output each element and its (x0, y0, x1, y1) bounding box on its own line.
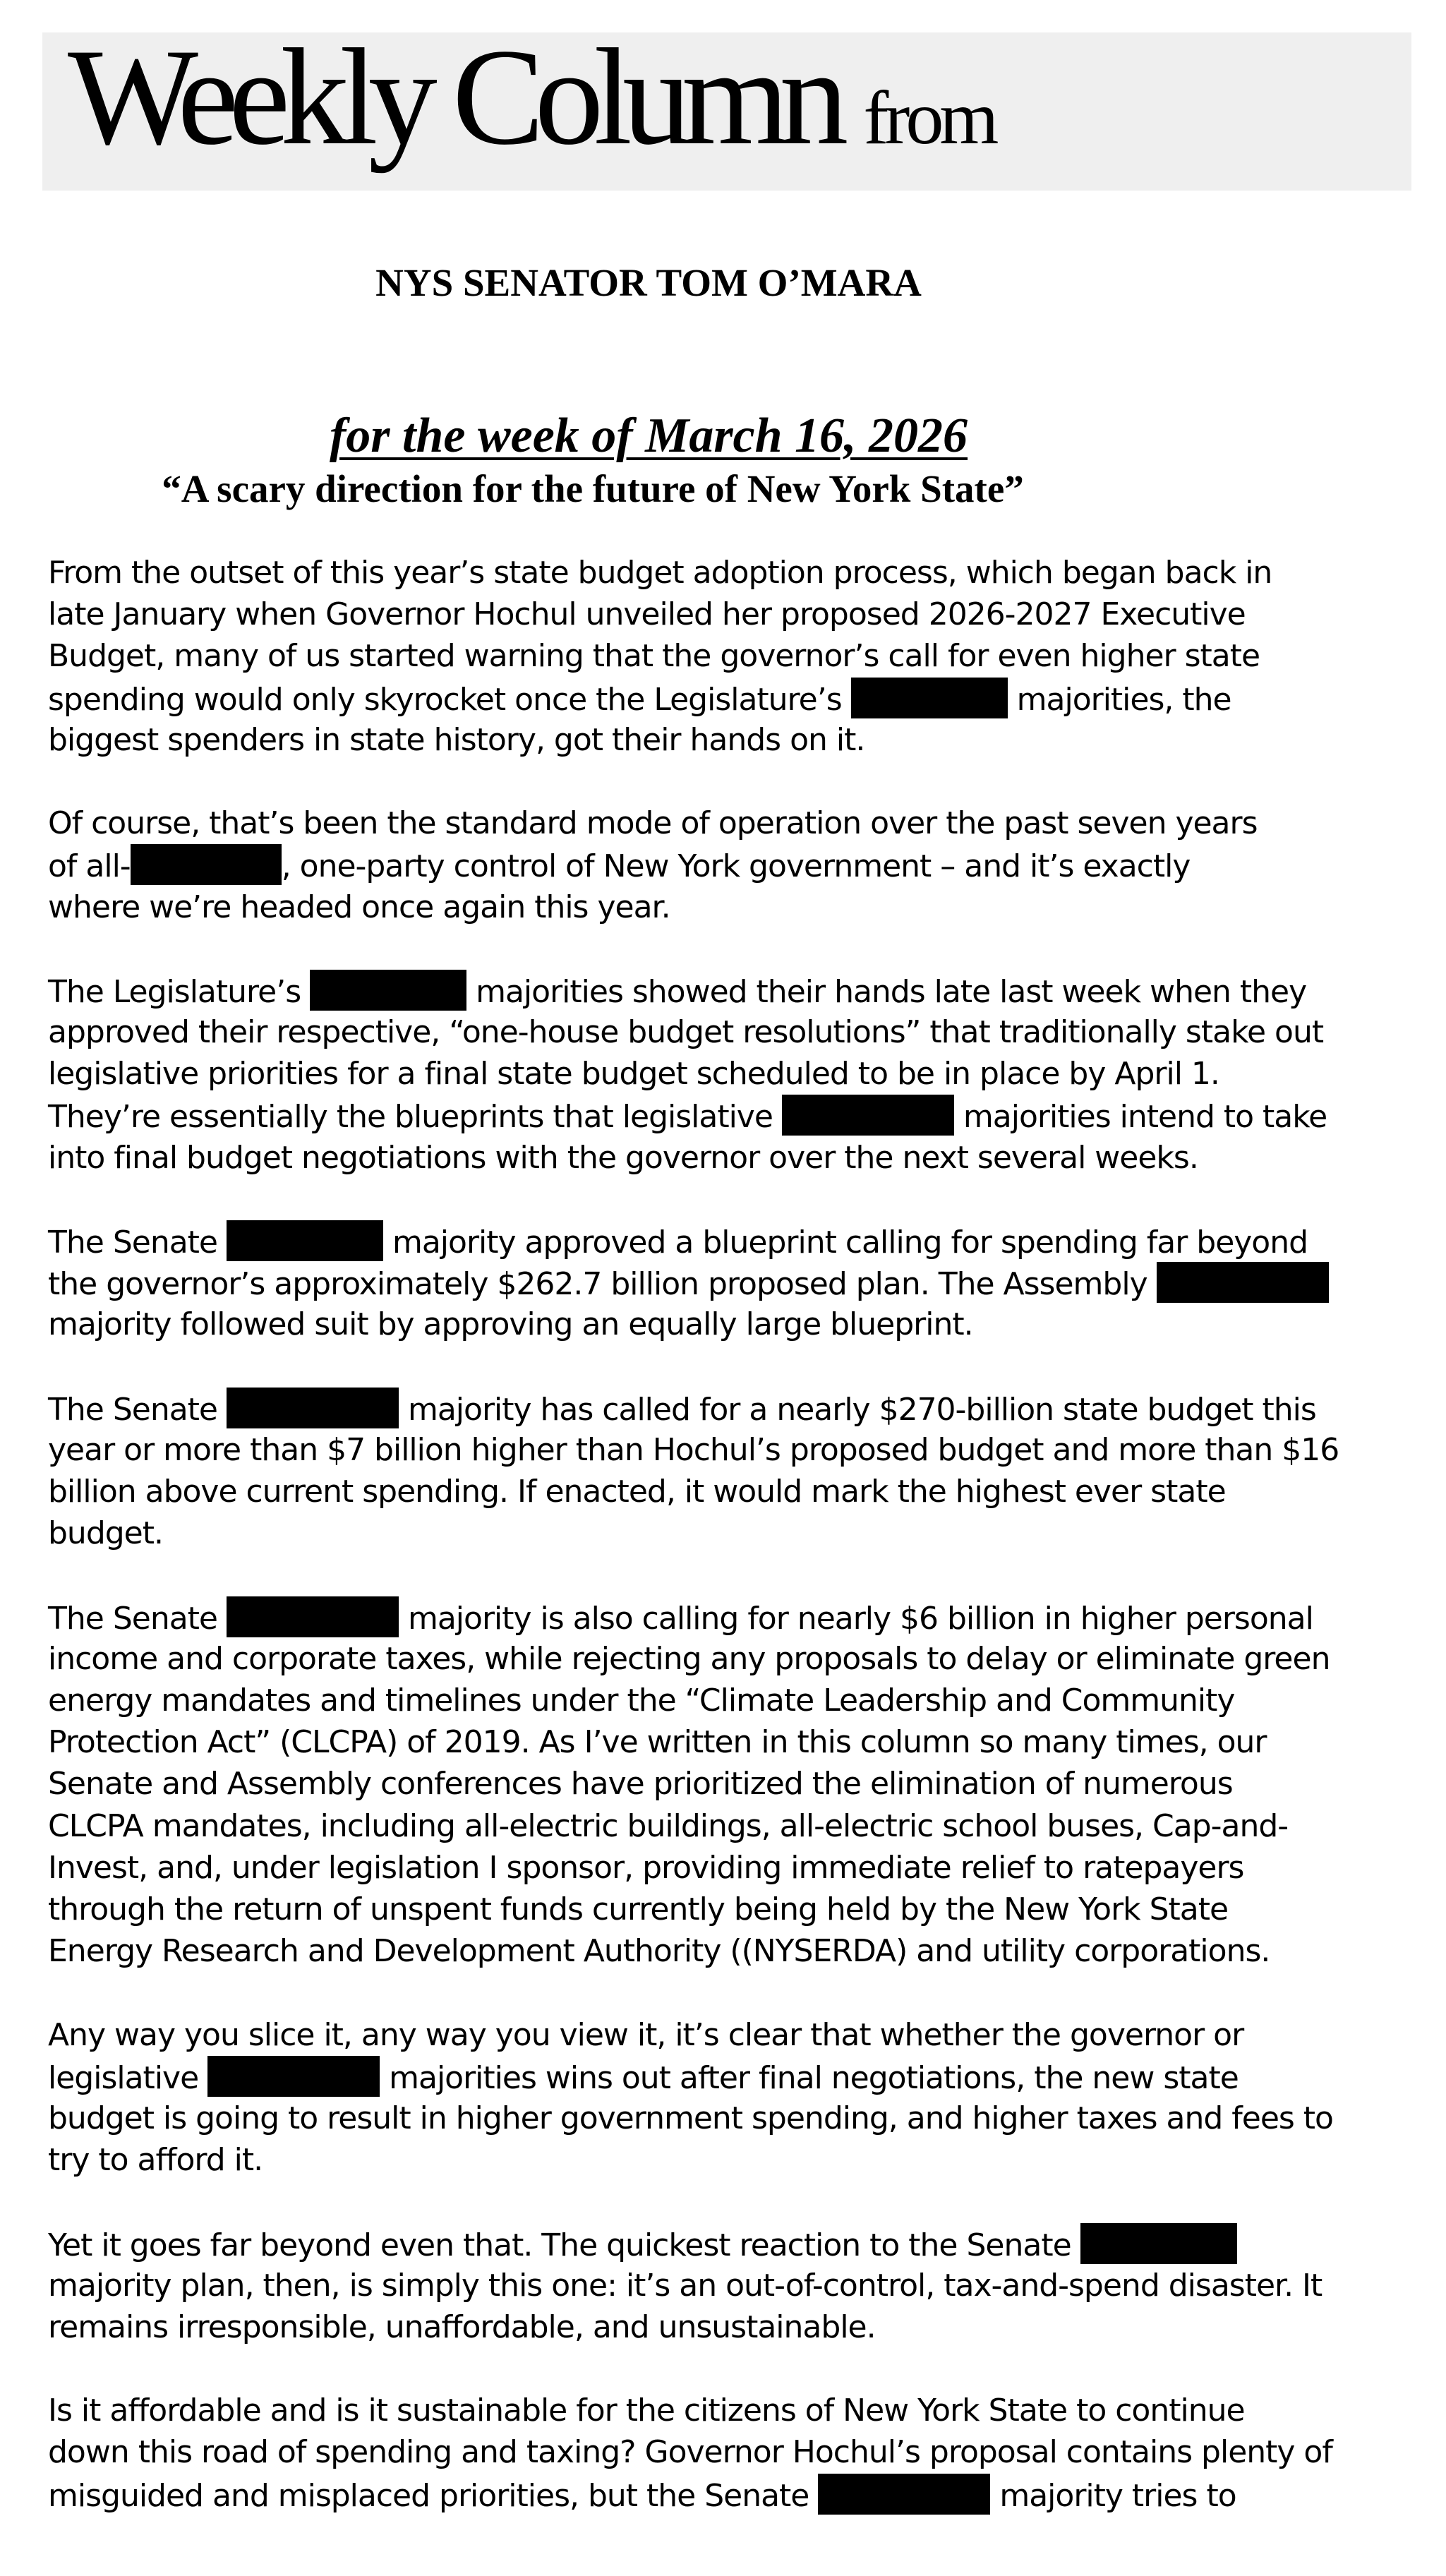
text-line: The Senate majority is also calling for nearly $6 billion in higher personal (48, 1596, 1417, 1638)
paragraph (48, 2390, 1417, 2515)
text-line: Invest, and, under legislation I sponsor, providing immediate relief to ratepayers (48, 1849, 1244, 1886)
paragraph (48, 1220, 1417, 1346)
paragraph (48, 2223, 1417, 2349)
text-line: budget is going to result in higher government spending, and higher taxes and fees to (48, 2100, 1333, 2136)
text-line: They’re essentially the blueprints that legislative majorities intend to take (48, 1095, 1417, 1136)
text-line: Senate and Assembly conferences have prioritized the elimination of numerous (48, 1766, 1233, 1802)
text-line: majority followed suit by approving an equally large blueprint. (48, 1306, 973, 1343)
text-line: Energy Research and Development Authority ((NYSERDA) and utility corporations. (48, 1933, 1270, 1970)
text-line: The Legislature’s majorities showed their hands late last week when they (48, 970, 1417, 1011)
redaction-bar (227, 1388, 399, 1428)
column-body (48, 552, 1417, 2557)
text-line: through the return of unspent funds currently being held by the New York State (48, 1891, 1229, 1927)
text-line: spending would only skyrocket once the Legislature’s majorities, the (48, 678, 1417, 719)
redaction-bar (1080, 2223, 1237, 2264)
text-line: late January when Governor Hochul unveiled her proposed 2026-2027 Executive (48, 596, 1246, 633)
senator-name: NYS SENATOR TOM O’MARA (375, 261, 922, 304)
text-line: income and corporate taxes, while rejecting any proposals to delay or eliminate green (48, 1640, 1330, 1677)
masthead-banner (42, 20, 1411, 191)
text-line: year or more than $7 billion higher than Hochul’s proposed budget and more than $16 (48, 1431, 1339, 1468)
paragraph (48, 1388, 1417, 1555)
text-line: legislative majorities wins out after final negotiations, the new state (48, 2056, 1417, 2097)
text-line: majority plan, then, is simply this one: it’s an out-of-control, tax-and-spend disaster. It (48, 2267, 1323, 2304)
text-line: Of course, that’s been the standard mode of operation over the past seven years (48, 805, 1258, 842)
text-line: From the outset of this year’s state budget adoption process, which began back in (48, 555, 1272, 591)
text-line: Budget, many of us started warning that the governor’s call for even higher state (48, 638, 1260, 675)
text-line: Protection Act” (CLCPA) of 2019. As I’ve written in this column so many times, our (48, 1724, 1267, 1761)
redaction-bar (851, 678, 1008, 718)
redaction-bar (207, 2056, 380, 2097)
text-line: remains irresponsible, unaffordable, and unsustainable. (48, 2309, 876, 2345)
text-line: biggest spenders in state history, got their hands on it. (48, 721, 865, 758)
text-line: The Senate majority approved a blueprint calling for spending far beyond (48, 1220, 1417, 1262)
text-line: of all- , one-party control of New York government – and it’s exactly (48, 844, 1417, 886)
paragraph (48, 802, 1417, 928)
text-line: approved their respective, “one-house budget resolutions” that traditionally stake out (48, 1014, 1324, 1051)
paragraph (48, 1596, 1417, 1973)
redaction-bar (227, 1220, 383, 1261)
column-headline: “A scary direction for the future of New York State” (162, 467, 1024, 510)
paragraph (48, 2014, 1417, 2181)
redaction-bar (227, 1596, 399, 1637)
week-of-date: for the week of March 16, 2026 (329, 409, 968, 463)
text-line: where we’re headed once again this year. (48, 889, 670, 925)
redaction-bar (1157, 1262, 1329, 1303)
text-line: try to afford it. (48, 2142, 263, 2179)
text-line: billion above current spending. If enacted, it would mark the highest ever state (48, 1474, 1226, 1510)
masthead-from: from (863, 76, 995, 160)
text-line: the governor’s approximately $262.7 billion proposed plan. The Assembly (48, 1262, 1417, 1304)
paragraph (48, 970, 1417, 1179)
paragraph (48, 552, 1417, 761)
text-line: Any way you slice it, any way you view it, it’s clear that whether the governor or (48, 2016, 1244, 2053)
text-line: The Senate majority has called for a nearly $270-billion state budget this (48, 1388, 1417, 1429)
text-line: legislative priorities for a final state budget scheduled to be in place by April 1. (48, 1056, 1219, 1093)
redaction-bar (131, 844, 282, 885)
text-line: misguided and misplaced priorities, but the Senate majority tries to (48, 2474, 1417, 2515)
text-line: into final budget negotiations with the governor over the next several weeks. (48, 1139, 1198, 1176)
redaction-bar (818, 2474, 990, 2515)
masthead-title: Weekly Column from (68, 20, 995, 174)
text-line: Yet it goes far beyond even that. The quickest reaction to the Senate (48, 2223, 1417, 2265)
text-line: Is it affordable and is it sustainable for the citizens of New York State to continue (48, 2393, 1245, 2429)
redaction-bar (310, 970, 466, 1011)
text-line: energy mandates and timelines under the “Climate Leadership and Community (48, 1683, 1235, 1719)
text-line: budget. (48, 1515, 163, 1552)
text-line: down this road of spending and taxing? Governor Hochul’s proposal contains plenty of (48, 2434, 1332, 2471)
redaction-bar (782, 1095, 954, 1136)
text-line: CLCPA mandates, including all-electric buildings, all-electric school buses, Cap-and- (48, 1807, 1289, 1844)
